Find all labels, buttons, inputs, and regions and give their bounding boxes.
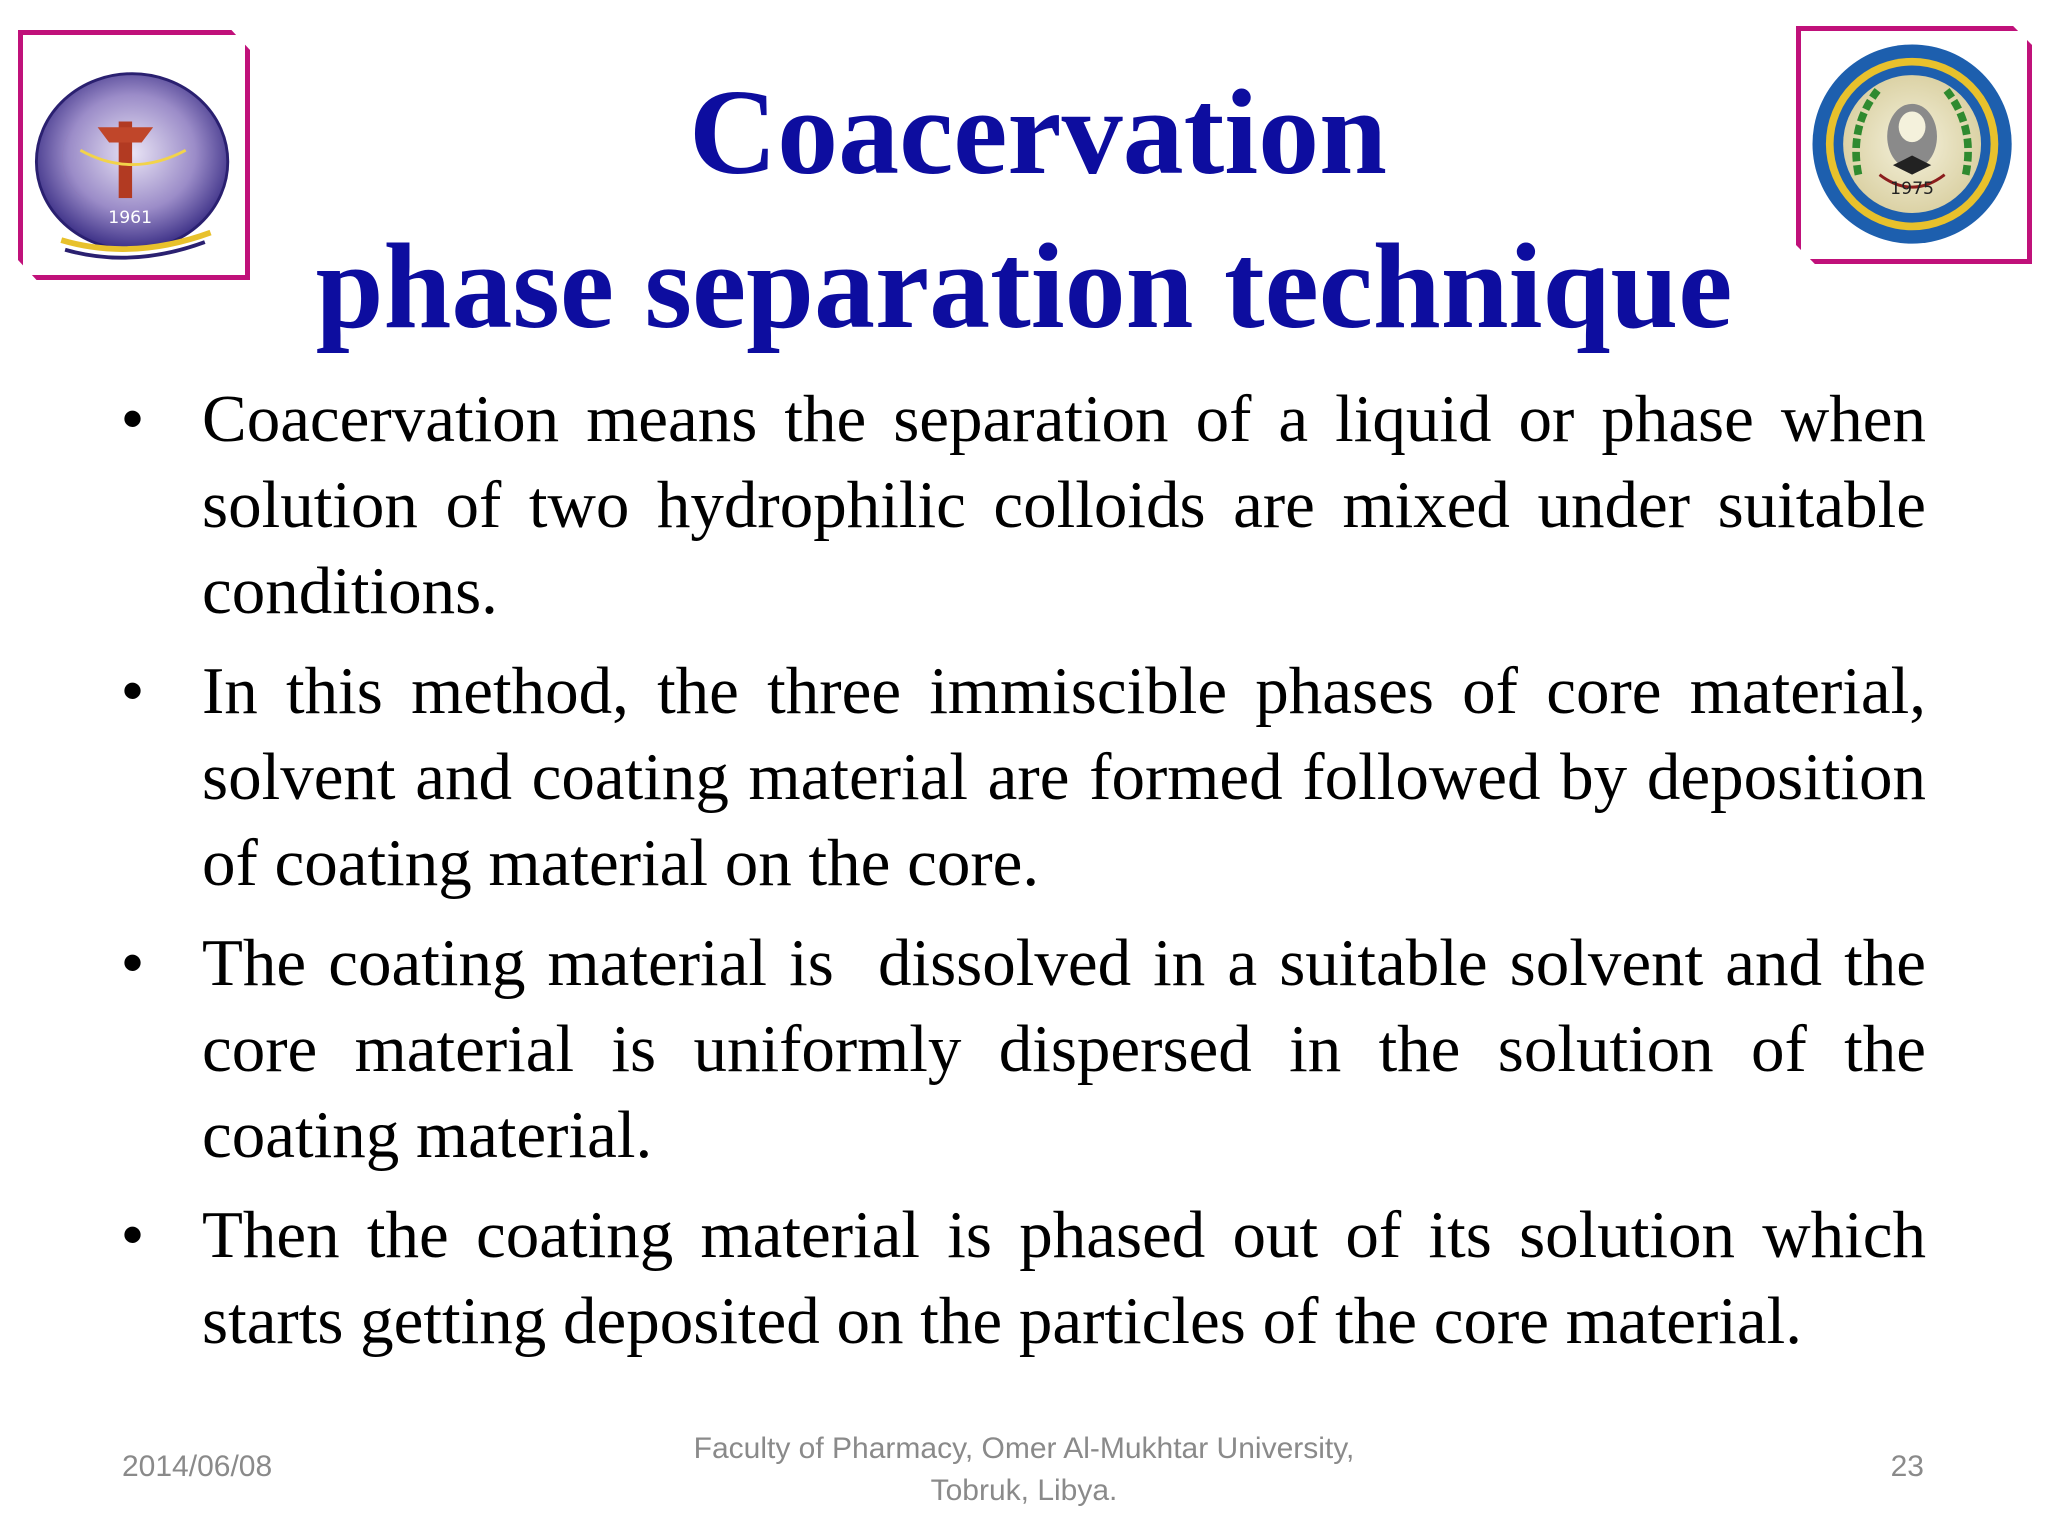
footer-institution-line2: Tobruk, Libya. (930, 1474, 1118, 1507)
bullet-icon: • (122, 1201, 144, 1268)
slide-subtitle: phase separation technique (315, 219, 1733, 354)
bullet-text: Then the coating material is phased out of its solution which starts getting deposited on the particles of the core material. (202, 1198, 1926, 1358)
bullet-list (122, 376, 1943, 1378)
svg-text:1975: 1975 (1890, 178, 1934, 199)
bullet-item (122, 1192, 1926, 1364)
bullet-text: In this method, the three immiscible phases of core material, solvent and coating material are formed followed by deposition of coating material on the core. (202, 654, 1926, 900)
bullet-text: The coating material is dissolved in a suitable solvent and the core material is uniformly dispersed in the solution of the coating material. (202, 926, 1943, 1172)
svg-text:1961: 1961 (108, 207, 153, 228)
bullet-icon: • (122, 929, 144, 996)
footer-institution (674, 1428, 1374, 1512)
page-number: 23 (1890, 1450, 1924, 1483)
footer-date: 2014/06/08 (122, 1450, 273, 1483)
footer-institution-line1: Faculty of Pharmacy, Omer Al-Mukhtar University, (693, 1432, 1355, 1465)
bullet-item (122, 376, 1926, 634)
slide-title: Coacervation (689, 65, 1387, 200)
bullet-text: Coacervation means the separation of a liquid or phase when solution of two hydrophilic colloids are mixed under suitable conditions. (202, 382, 1926, 628)
bullet-icon: • (122, 385, 144, 452)
bullet-icon: • (122, 657, 144, 724)
bullet-item (122, 648, 1926, 906)
bullet-item (122, 920, 1943, 1178)
